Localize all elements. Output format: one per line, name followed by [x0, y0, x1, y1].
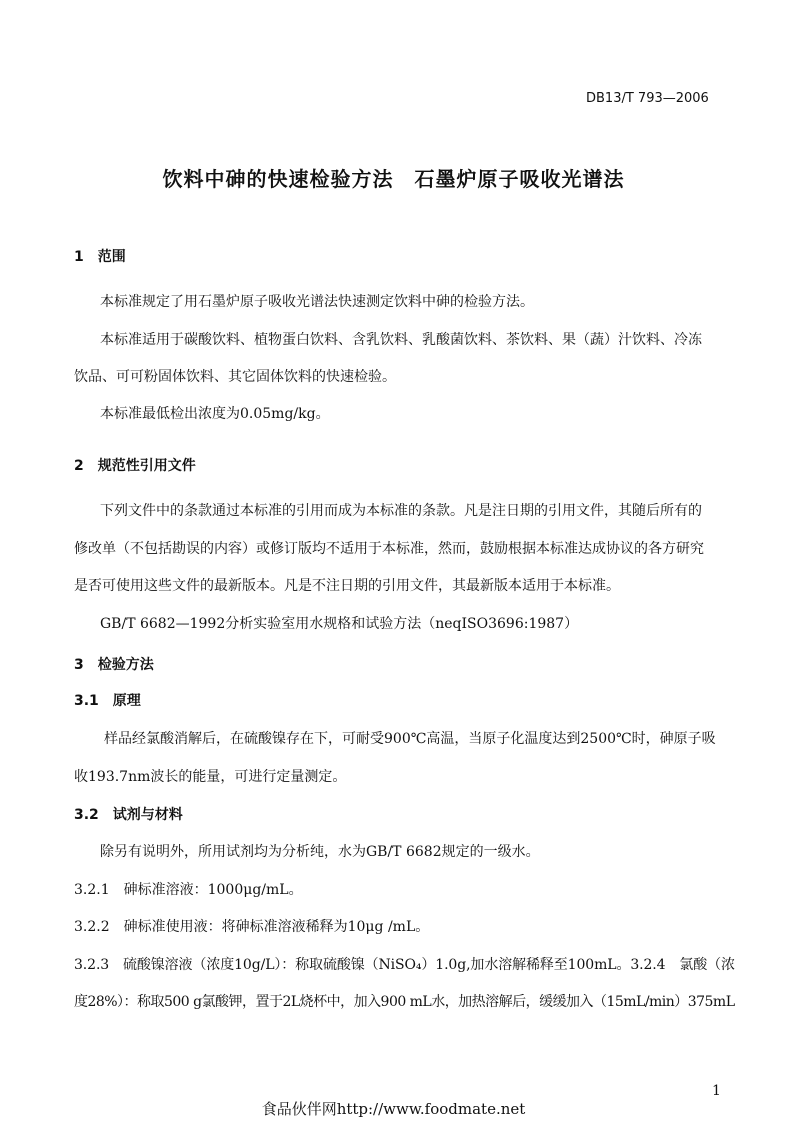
section-3-2-intro: 除另有说明外，所用试剂均为分析纯，水为GB/T 6682规定的一级水。	[100, 844, 540, 860]
document-number: DB13/T 793—2006	[586, 91, 709, 106]
document-title: 饮料中砷的快速检验方法 石墨炉原子吸收光谱法	[162, 167, 625, 191]
section-3-1-heading: 3.1 原理	[74, 693, 141, 709]
section-1-paragraph-2-line-2: 饮品、可可粉固体饮料、其它固体饮料的快速检验。	[74, 369, 396, 385]
section-3-heading: 3 检验方法	[74, 657, 154, 673]
section-3-1-line-1: 样品经氯酸消解后，在硫酸镍存在下，可耐受900℃高温，当原子化温度达到2500℃时，砷原子吸	[104, 731, 716, 747]
section-2-paragraph-line-2: 修改单（不包括勘误的内容）或修订版均不适用于本标准，然而，鼓励根据本标准达成协议的各方研究	[74, 541, 704, 557]
section-1-paragraph-3: 本标准最低检出浓度为0.05mg/kg。	[100, 406, 330, 422]
section-2-heading: 2 规范性引用文件	[74, 458, 196, 474]
section-3-1-line-2: 收193.7nm波长的能量，可进行定量测定。	[74, 769, 347, 785]
section-2-paragraph-line-1: 下列文件中的条款通过本标准的引用而成为本标准的条款。凡是注日期的引用文件，其随后所有的	[100, 503, 702, 519]
footer-watermark: 食品伙伴网http://www.foodmate.net	[261, 1100, 526, 1118]
clause-3-2-1: 3.2.1 砷标准溶液：1000μg/mL。	[74, 882, 303, 898]
section-1-heading: 1 范围	[74, 249, 126, 265]
section-1-paragraph-2-line-1: 本标准适用于碳酸饮料、植物蛋白饮料、含乳饮料、乳酸菌饮料、茶饮料、果（蔬）汁饮料、冷冻	[100, 332, 702, 348]
section-3-2-heading: 3.2 试剂与材料	[74, 807, 183, 823]
section-2-paragraph-line-3: 是否可使用这些文件的最新版本。凡是不注日期的引用文件，其最新版本适用于本标准。	[74, 578, 620, 594]
normative-reference: GB/T 6682—1992分析实验室用水规格和试验方法（neqISO3696:1987）	[100, 616, 579, 632]
clause-3-2-2: 3.2.2 砷标准使用液：将砷标准溶液稀释为10μg /mL。	[74, 919, 430, 935]
clause-3-2-3-line-1: 3.2.3 硫酸镍溶液（浓度10g/L）：称取硫酸镍（NiSO₄）1.0g,加水溶解稀释至100mL。3.2.4 氯酸（浓	[74, 957, 735, 973]
section-1-paragraph-1: 本标准规定了用石墨炉原子吸收光谱法快速测定饮料中砷的检验方法。	[100, 294, 534, 310]
page-number: 1	[712, 1083, 721, 1099]
clause-3-2-3-line-2: 度28%）：称取500 g氯酸钾，置于2L烧杯中，加入900 mL水，加热溶解后，缓缓加入（15mL/min）375mL	[74, 994, 735, 1010]
